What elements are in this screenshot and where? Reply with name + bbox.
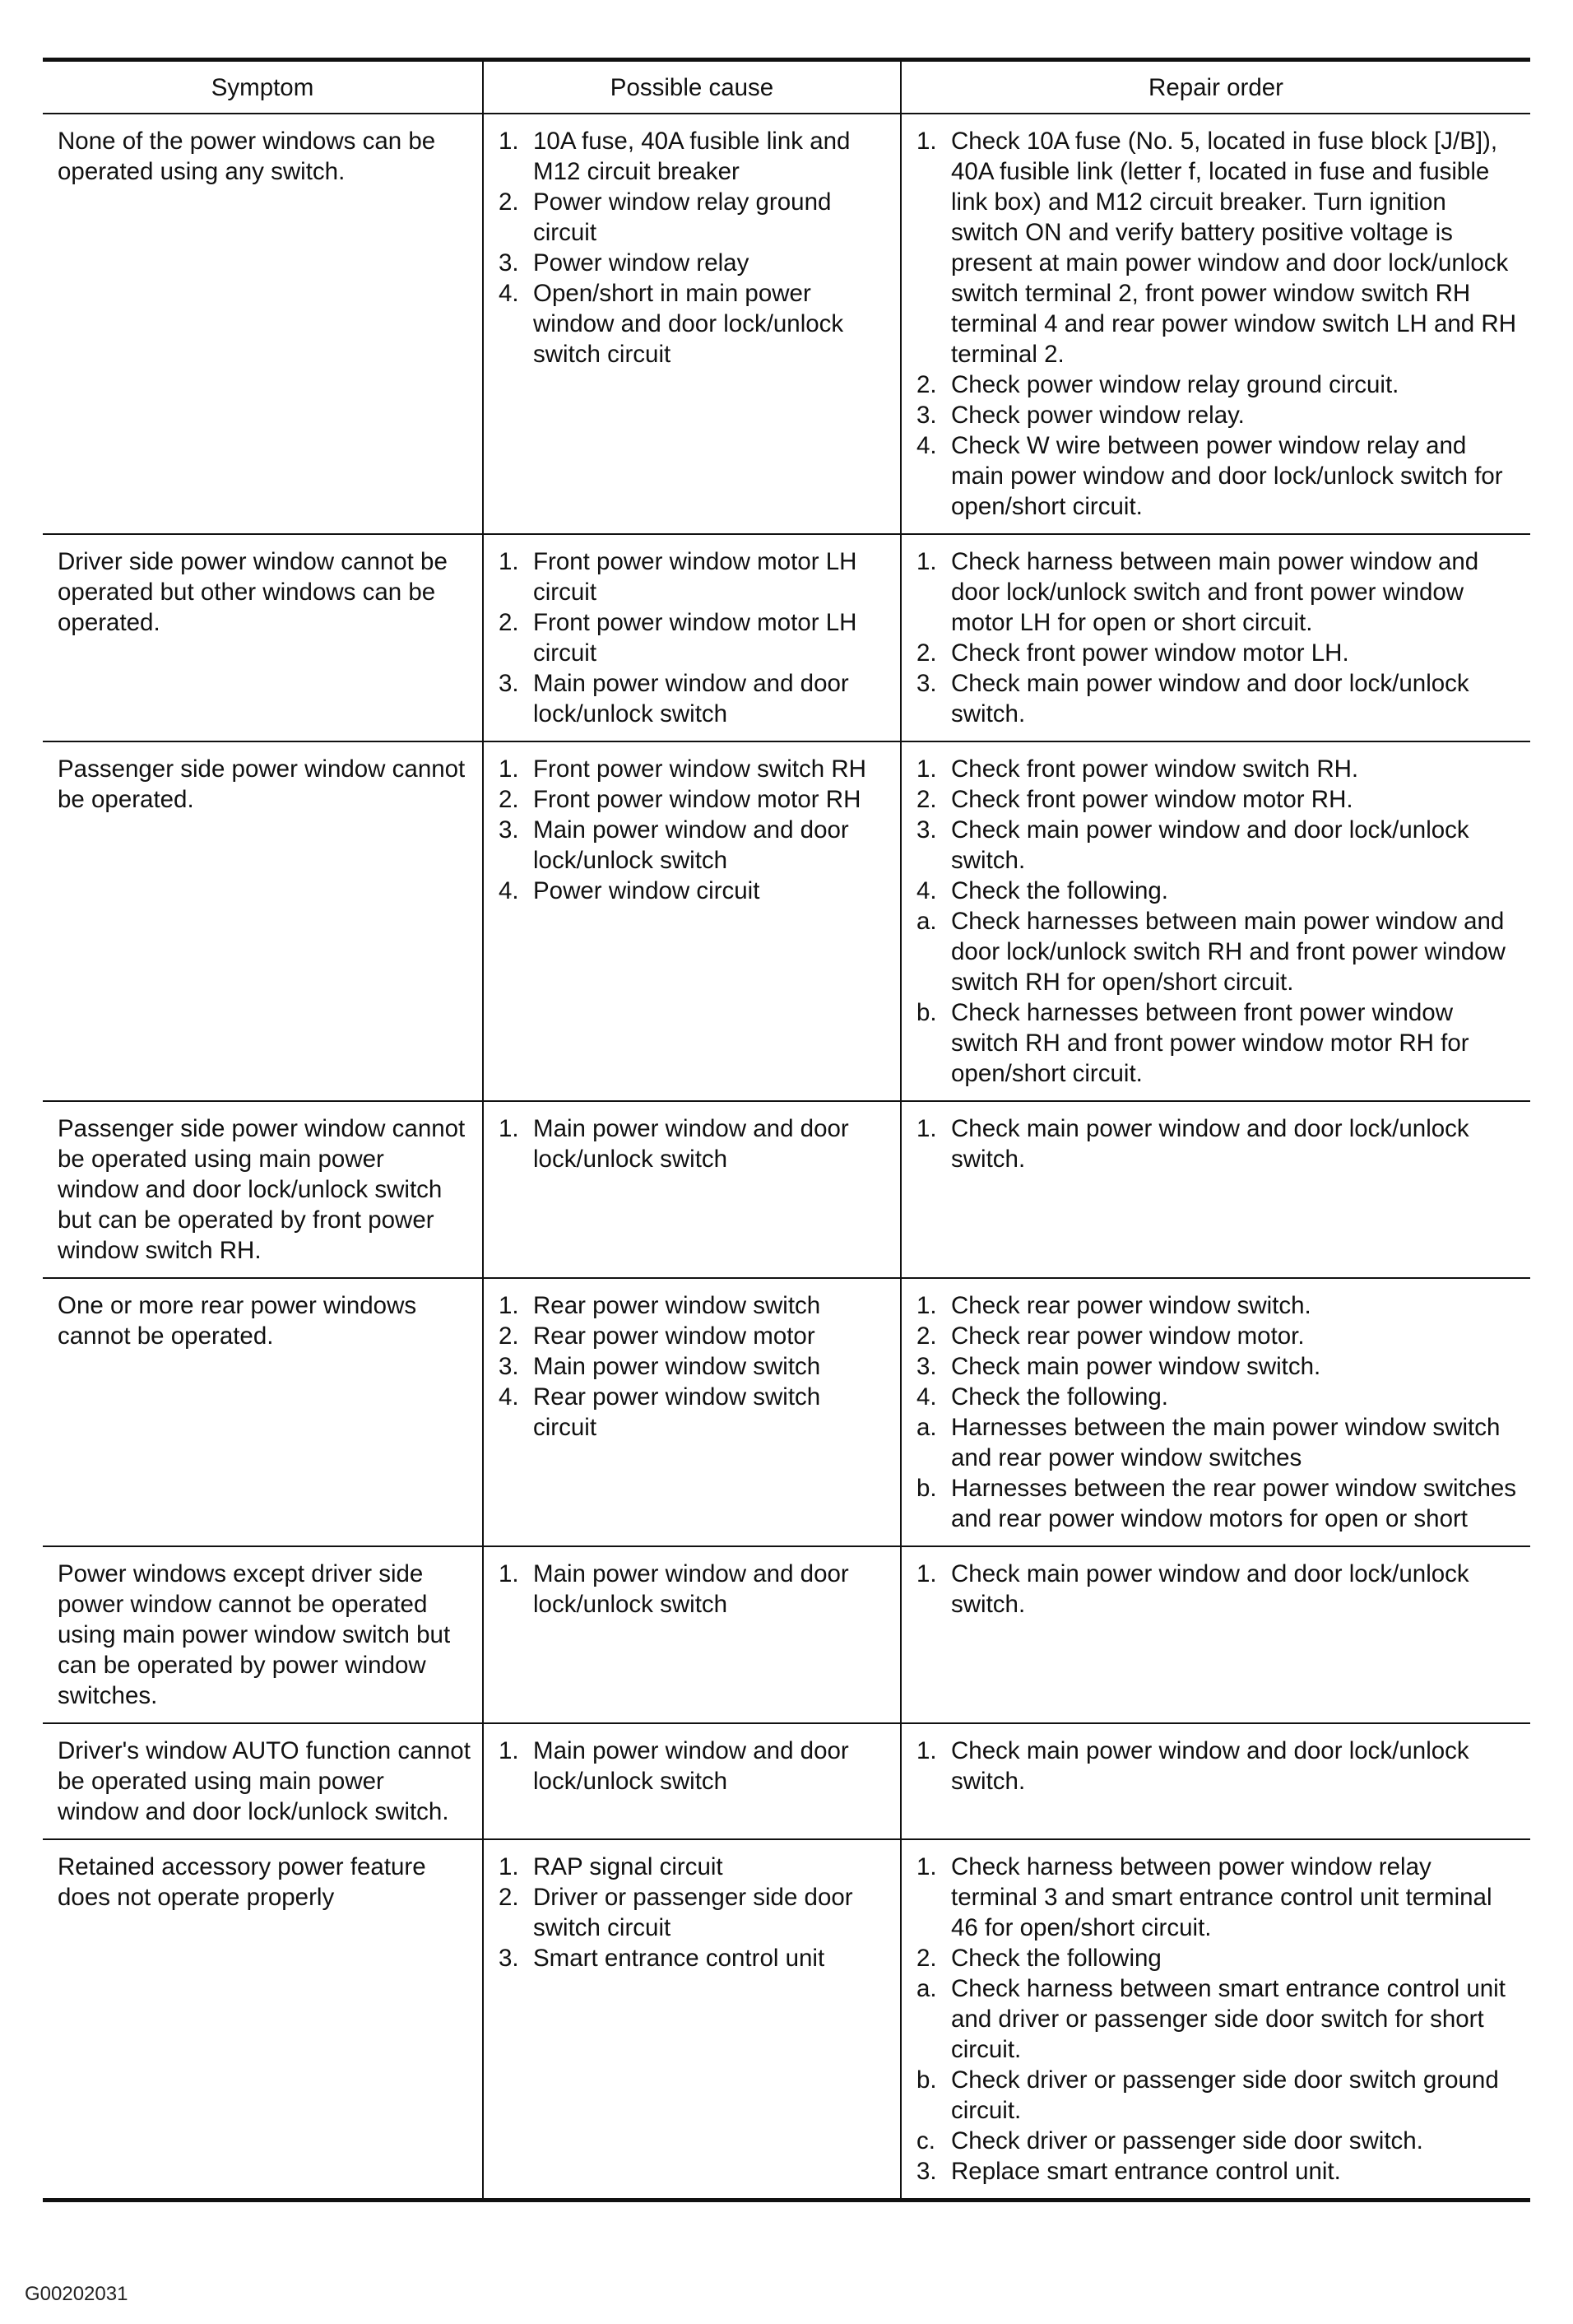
possible-cause-item — [499, 876, 889, 906]
possible-cause-cell — [483, 741, 901, 1101]
item-text: Main power window and door lock/unlock switch — [533, 816, 849, 874]
header-symptom: Symptom — [211, 73, 314, 101]
item-marker: a. — [916, 908, 937, 935]
item-text: Rear power window switch — [533, 1292, 821, 1319]
repair-order-item — [916, 997, 1519, 1089]
item-text: Smart entrance control unit — [533, 1945, 825, 1972]
possible-cause-item — [499, 278, 889, 370]
item-marker: 4. — [499, 1383, 519, 1411]
table-row — [43, 534, 1530, 741]
item-marker: 1. — [916, 1115, 937, 1142]
repair-order-item — [916, 400, 1519, 430]
repair-order-item — [916, 638, 1519, 668]
repair-order-item — [916, 784, 1519, 815]
repair-order-item — [916, 2156, 1519, 2187]
item-marker: 3. — [499, 249, 519, 277]
repair-order-item — [916, 126, 1519, 370]
item-text: 10A fuse, 40A fusible link and M12 circuit breaker — [533, 128, 851, 185]
item-marker: a. — [916, 1975, 937, 2002]
item-text: Check power window relay. — [951, 402, 1245, 429]
possible-cause-item — [499, 1321, 889, 1351]
item-text: Check 10A fuse (No. 5, located in fuse block [J/B]), 40A fusible link (letter f, located in fuse and fusible link box) and M12 circuit breaker. Turn ignition switch ON and verify battery positive voltage is present at main power window and door lock/unlock switch terminal 2, front power window switch RH terminal 4 and rear power window switch LH and RH terminal 2. — [951, 128, 1516, 368]
possible-cause-item — [499, 1382, 889, 1443]
item-marker: 1. — [916, 1292, 937, 1319]
possible-cause-cell — [483, 1101, 901, 1278]
item-text: Check main power window and door lock/unlock switch. — [951, 816, 1469, 874]
repair-order-cell — [901, 1723, 1530, 1839]
possible-cause-item — [499, 754, 889, 784]
item-text: Check harnesses between front power window switch RH and front power window motor RH for open/short circuit. — [951, 999, 1469, 1087]
item-text: Check rear power window motor. — [951, 1322, 1305, 1350]
item-marker: 2. — [916, 1322, 937, 1350]
item-text: Front power window motor LH circuit — [533, 609, 857, 667]
item-text: Open/short in main power window and door lock/unlock switch circuit — [533, 280, 844, 368]
possible-cause-item — [499, 1882, 889, 1943]
repair-order-item — [916, 1973, 1519, 2065]
table-row — [43, 1723, 1530, 1839]
item-marker: 1. — [499, 128, 519, 155]
item-marker: a. — [916, 1414, 937, 1441]
item-marker: b. — [916, 999, 937, 1026]
repair-order-item — [916, 1113, 1519, 1174]
table-row — [43, 1546, 1530, 1723]
repair-order-item — [916, 546, 1519, 638]
item-marker: 1. — [499, 755, 519, 783]
item-text: Check the following — [951, 1945, 1162, 1972]
symptom-cell: None of the power windows can be operated using any switch. — [58, 128, 436, 185]
repair-order-list — [916, 1559, 1519, 1620]
header-repair-order: Repair order — [901, 60, 1530, 114]
repair-order-item — [916, 1473, 1519, 1534]
item-text: Check rear power window switch. — [951, 1292, 1311, 1319]
repair-order-cell — [901, 534, 1530, 741]
table-row — [43, 114, 1530, 534]
item-marker: 2. — [916, 1945, 937, 1972]
repair-order-list — [916, 126, 1519, 522]
possible-cause-item — [499, 1852, 889, 1882]
item-marker: c. — [916, 2127, 935, 2154]
item-text: Power window circuit — [533, 877, 760, 904]
item-text: Power window relay ground circuit — [533, 188, 832, 246]
item-text: Check harness between power window relay terminal 3 and smart entrance control unit terminal 46 for open/short circuit. — [951, 1853, 1492, 1941]
possible-cause-list — [499, 1113, 889, 1174]
possible-cause-item — [499, 126, 889, 187]
item-marker: 3. — [499, 1945, 519, 1972]
repair-order-item — [916, 1351, 1519, 1382]
item-text: Check the following. — [951, 877, 1169, 904]
item-text: Front power window motor RH — [533, 786, 861, 813]
item-text: Check main power window and door lock/unlock switch. — [951, 1560, 1469, 1618]
symptom-cell: Passenger side power window cannot be operated using main power window and door lock/unlock switch but can be operated by front power window switch RH. — [58, 1115, 466, 1264]
item-text: Check front power window motor RH. — [951, 786, 1353, 813]
item-marker: 3. — [916, 2158, 937, 2185]
possible-cause-list — [499, 1290, 889, 1443]
item-marker: 2. — [499, 609, 519, 636]
item-text: Check main power window switch. — [951, 1353, 1321, 1380]
repair-order-item — [916, 1290, 1519, 1321]
repair-order-list — [916, 1736, 1519, 1796]
item-text: Check front power window motor LH. — [951, 639, 1349, 667]
possible-cause-item — [499, 668, 889, 729]
diagnosis-document — [43, 58, 1530, 2202]
possible-cause-item — [499, 1290, 889, 1321]
item-marker: 3. — [916, 816, 937, 844]
repair-order-item — [916, 370, 1519, 400]
possible-cause-item — [499, 815, 889, 876]
possible-cause-item — [499, 607, 889, 668]
symptom-cell: Driver side power window cannot be operated but other windows can be operated. — [58, 548, 448, 636]
repair-order-list — [916, 1290, 1519, 1534]
possible-cause-cell — [483, 534, 901, 741]
item-marker: 1. — [916, 1560, 937, 1587]
table-row — [43, 1101, 1530, 1278]
item-marker: 4. — [499, 877, 519, 904]
header-possible-cause: Possible cause — [483, 60, 901, 114]
item-marker: 3. — [499, 1353, 519, 1380]
repair-order-item — [916, 906, 1519, 997]
item-text: Power window relay — [533, 249, 749, 277]
item-text: Replace smart entrance control unit. — [951, 2158, 1341, 2185]
repair-order-list — [916, 754, 1519, 1089]
repair-order-item — [916, 1736, 1519, 1796]
repair-order-cell — [901, 114, 1530, 534]
item-text: Main power window and door lock/unlock switch — [533, 670, 849, 727]
item-marker: 1. — [499, 1292, 519, 1319]
possible-cause-item — [499, 784, 889, 815]
repair-order-cell — [901, 1278, 1530, 1546]
table-row — [43, 741, 1530, 1101]
possible-cause-cell — [483, 1839, 901, 2201]
repair-order-list — [916, 1852, 1519, 2187]
item-marker: 1. — [916, 1853, 937, 1880]
item-text: Front power window motor LH circuit — [533, 548, 857, 606]
item-text: Rear power window switch circuit — [533, 1383, 821, 1441]
item-marker: 2. — [916, 786, 937, 813]
item-text: Check harnesses between main power window and door lock/unlock switch RH and front power window switch RH for open/short circuit. — [951, 908, 1506, 996]
possible-cause-cell — [483, 114, 901, 534]
repair-order-cell — [901, 1101, 1530, 1278]
item-text: Main power window and door lock/unlock switch — [533, 1115, 849, 1173]
repair-order-item — [916, 876, 1519, 906]
repair-order-item — [916, 668, 1519, 729]
repair-order-item — [916, 2065, 1519, 2126]
item-marker: 3. — [916, 1353, 937, 1380]
item-text: Check front power window switch RH. — [951, 755, 1359, 783]
repair-order-item — [916, 1321, 1519, 1351]
item-text: Main power window switch — [533, 1353, 821, 1380]
item-text: Check driver or passenger side door switch ground circuit. — [951, 2066, 1499, 2124]
symptom-cell: Passenger side power window cannot be operated. — [58, 755, 466, 813]
repair-order-cell — [901, 1839, 1530, 2201]
header-row — [43, 60, 1530, 114]
possible-cause-cell — [483, 1278, 901, 1546]
item-marker: 1. — [499, 548, 519, 575]
diagnosis-table — [43, 58, 1530, 2202]
possible-cause-item — [499, 546, 889, 607]
item-text: Rear power window motor — [533, 1322, 815, 1350]
possible-cause-item — [499, 1113, 889, 1174]
item-marker: 1. — [499, 1853, 519, 1880]
item-text: Check W wire between power window relay and main power window and door lock/unlock switch for open/short circuit. — [951, 432, 1503, 520]
possible-cause-list — [499, 1559, 889, 1620]
possible-cause-item — [499, 1559, 889, 1620]
repair-order-item — [916, 1412, 1519, 1473]
item-marker: 4. — [916, 1383, 937, 1411]
possible-cause-list — [499, 754, 889, 906]
item-marker: 1. — [916, 548, 937, 575]
repair-order-item — [916, 1559, 1519, 1620]
possible-cause-item — [499, 248, 889, 278]
item-marker: 3. — [499, 670, 519, 697]
item-marker: 2. — [499, 1322, 519, 1350]
possible-cause-cell — [483, 1546, 901, 1723]
repair-order-item — [916, 1943, 1519, 1973]
repair-order-cell — [901, 741, 1530, 1101]
item-marker: 4. — [916, 432, 937, 459]
possible-cause-list — [499, 1852, 889, 1973]
possible-cause-item — [499, 1736, 889, 1796]
repair-order-item — [916, 754, 1519, 784]
symptom-cell: Power windows except driver side power window cannot be operated using main power window switch but can be operated by power window switches. — [58, 1560, 451, 1709]
figure-code: G00202031 — [25, 2283, 128, 2305]
item-marker: 1. — [916, 128, 937, 155]
item-text: Check main power window and door lock/unlock switch. — [951, 1115, 1469, 1173]
repair-order-list — [916, 1113, 1519, 1174]
item-text: Check main power window and door lock/unlock switch. — [951, 1737, 1469, 1795]
symptom-cell: Retained accessory power feature does not operate properly — [58, 1853, 426, 1911]
item-marker: 3. — [499, 816, 519, 844]
item-text: Check the following. — [951, 1383, 1169, 1411]
table-body — [43, 114, 1530, 2201]
repair-order-item — [916, 815, 1519, 876]
possible-cause-item — [499, 187, 889, 248]
item-marker: 1. — [499, 1737, 519, 1764]
item-marker: 1. — [916, 1737, 937, 1764]
item-text: Front power window switch RH — [533, 755, 866, 783]
table-row — [43, 1278, 1530, 1546]
possible-cause-list — [499, 546, 889, 729]
item-text: Harnesses between the main power window switch and rear power window switches — [951, 1414, 1501, 1471]
item-marker: 3. — [916, 402, 937, 429]
item-text: Check harness between main power window and door lock/unlock switch and front power window motor LH for open or short circuit. — [951, 548, 1479, 636]
repair-order-item — [916, 2126, 1519, 2156]
repair-order-list — [916, 546, 1519, 729]
repair-order-item — [916, 1852, 1519, 1943]
item-text: Check main power window and door lock/unlock switch. — [951, 670, 1469, 727]
item-marker: 2. — [499, 1884, 519, 1911]
possible-cause-list — [499, 126, 889, 370]
possible-cause-item — [499, 1351, 889, 1382]
item-marker: 2. — [499, 786, 519, 813]
item-text: Check harness between smart entrance control unit and driver or passenger side door switch for short circuit. — [951, 1975, 1506, 2063]
possible-cause-item — [499, 1943, 889, 1973]
table-row — [43, 1839, 1530, 2201]
item-marker: b. — [916, 1475, 937, 1502]
repair-order-item — [916, 430, 1519, 522]
item-text: Driver or passenger side door switch circuit — [533, 1884, 853, 1941]
item-marker: 3. — [916, 670, 937, 697]
item-marker: 2. — [916, 371, 937, 398]
item-marker: 4. — [916, 877, 937, 904]
item-marker: 1. — [499, 1560, 519, 1587]
item-marker: 2. — [916, 639, 937, 667]
repair-order-cell — [901, 1546, 1530, 1723]
possible-cause-cell — [483, 1723, 901, 1839]
item-marker: 1. — [916, 755, 937, 783]
item-marker: 4. — [499, 280, 519, 307]
item-marker: 2. — [499, 188, 519, 216]
item-text: Harnesses between the rear power window switches and rear power window motors for open or short — [951, 1475, 1517, 1532]
item-text: RAP signal circuit — [533, 1853, 723, 1880]
item-text: Main power window and door lock/unlock switch — [533, 1737, 849, 1795]
item-text: Check driver or passenger side door switch. — [951, 2127, 1423, 2154]
item-marker: b. — [916, 2066, 937, 2094]
symptom-cell: One or more rear power windows cannot be operated. — [58, 1292, 417, 1350]
symptom-cell: Driver's window AUTO function cannot be operated using main power window and door lock/unlock switch. — [58, 1737, 471, 1825]
item-text: Check power window relay ground circuit. — [951, 371, 1399, 398]
item-text: Main power window and door lock/unlock switch — [533, 1560, 849, 1618]
item-marker: 1. — [499, 1115, 519, 1142]
repair-order-item — [916, 1382, 1519, 1412]
table-header — [43, 60, 1530, 114]
possible-cause-list — [499, 1736, 889, 1796]
